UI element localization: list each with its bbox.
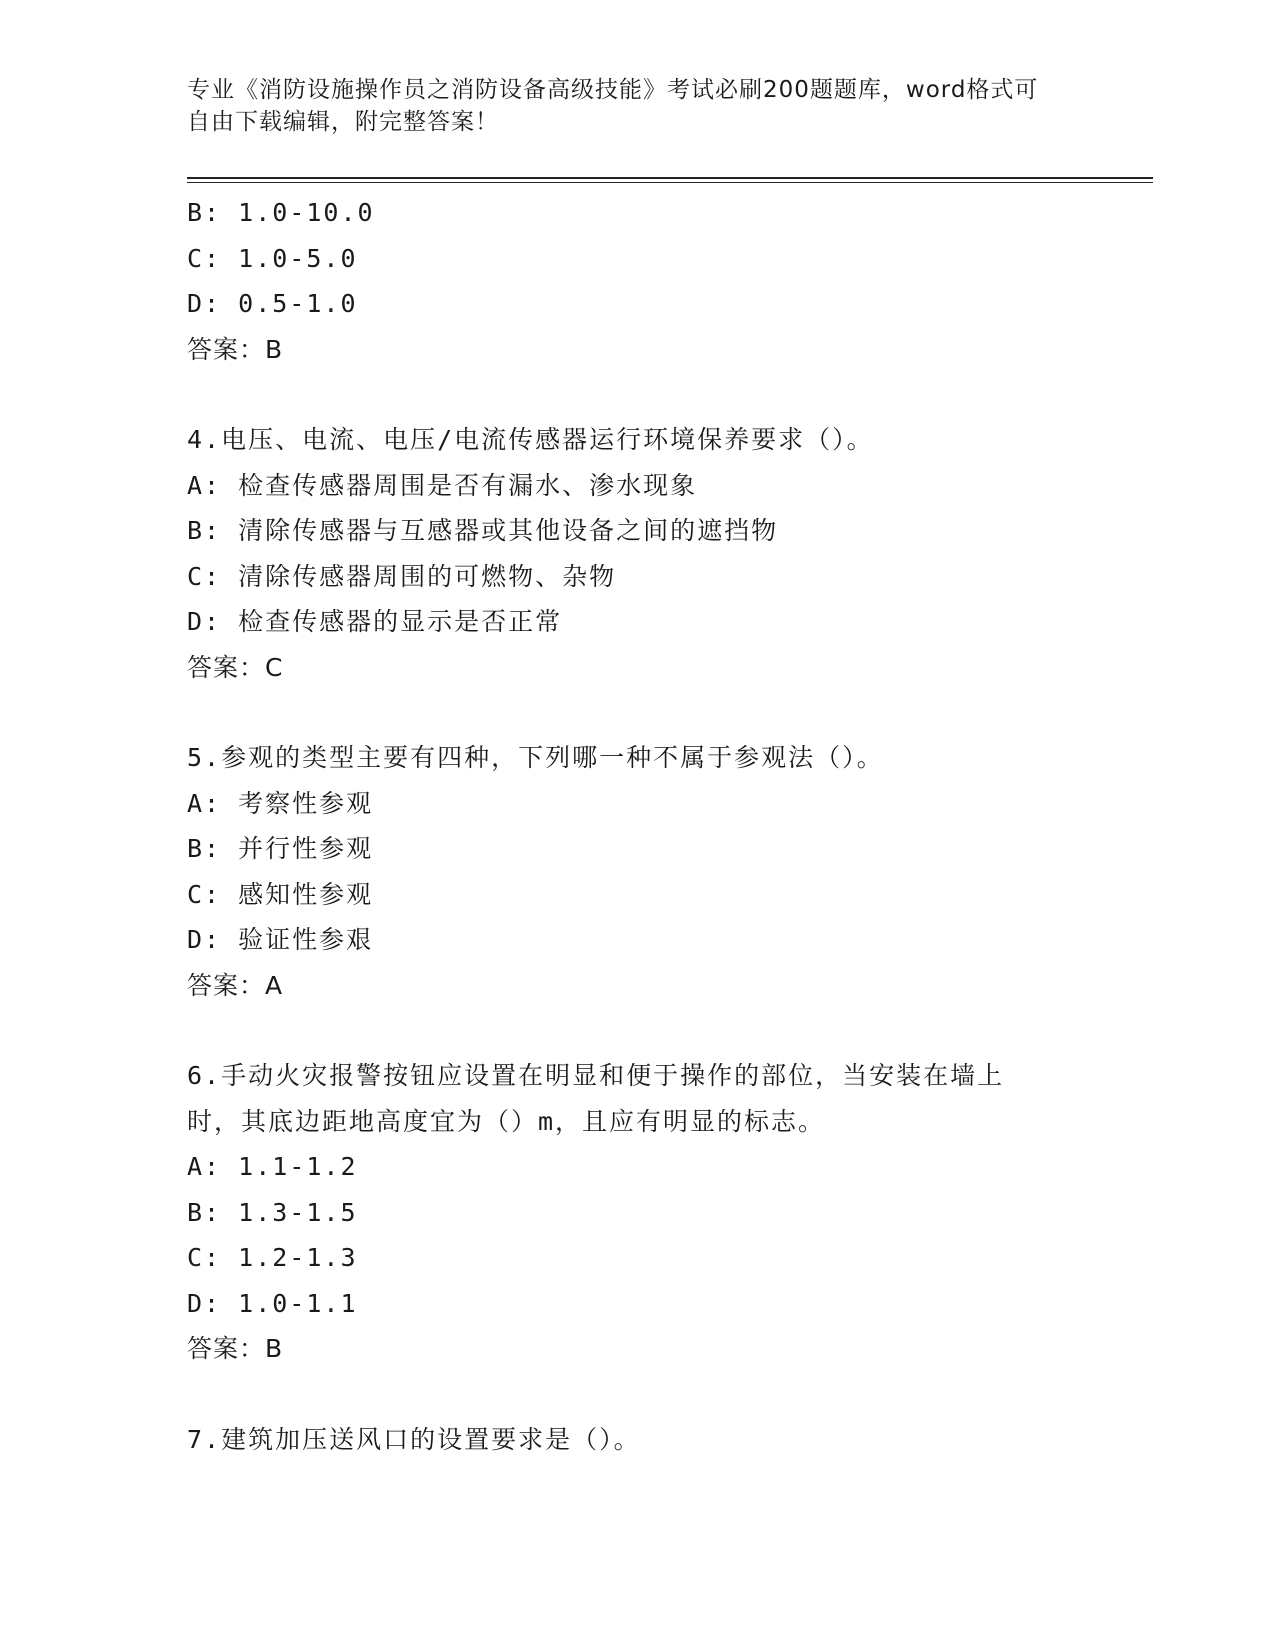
question-7 — [187, 1417, 1087, 1463]
question-text-line-1: 6.手动火灾报警按钮应设置在明显和便于操作的部位，当安装在墙上 — [187, 1061, 1005, 1090]
question-text: 5.参观的类型主要有四种，下列哪一种不属于参观法（）。 — [187, 743, 884, 772]
option-b: B: 1.0-10.0 — [187, 198, 375, 227]
option-c: C: 感知性参观 — [187, 879, 374, 909]
option-a: A: 考察性参观 — [187, 788, 374, 818]
option-d: D: 检查传感器的显示是否正常 — [187, 607, 563, 636]
option-a: A: 1.1-1.2 — [187, 1152, 358, 1181]
option-c: C: 清除传感器周围的可燃物、杂物 — [187, 561, 617, 591]
option-d: D: 验证性参艰 — [187, 925, 374, 954]
option-d: D: 0.5-1.0 — [187, 289, 358, 318]
document-header — [187, 74, 1087, 138]
option-a: A: 检查传感器周围是否有漏水、渗水现象 — [187, 470, 698, 500]
question-5 — [187, 735, 1087, 1008]
answer-line: 答案：B — [187, 1334, 284, 1363]
answer-line: 答案：B — [187, 334, 284, 364]
header-rule-thick — [187, 177, 1153, 179]
option-c: C: 1.0-5.0 — [187, 243, 358, 273]
answer-line: 答案：C — [187, 652, 284, 682]
question-4 — [187, 417, 1087, 690]
option-b: B: 并行性参观 — [187, 834, 374, 863]
header-rule-thin — [187, 182, 1153, 183]
question-3-tail — [187, 190, 1087, 372]
option-d: D: 1.0-1.1 — [187, 1288, 358, 1318]
question-text: 4.电压、电流、电压/电流传感器运行环境保养要求（）。 — [187, 425, 874, 454]
answer-line: 答案：A — [187, 970, 284, 1000]
header-line-1: 专业《消防设施操作员之消防设备高级技能》考试必刷200题题库，word格式可 — [187, 77, 1039, 103]
question-6 — [187, 1053, 1087, 1372]
option-c: C: 1.2-1.3 — [187, 1243, 358, 1272]
header-line-2: 自由下载编辑，附完整答案！ — [187, 109, 499, 135]
question-text: 7.建筑加压送风口的设置要求是（）。 — [187, 1424, 641, 1454]
question-list — [187, 190, 1087, 1462]
question-text-line-2: 时，其底边距地高度宜为（）m，且应有明显的标志。 — [187, 1106, 826, 1136]
option-b: B: 清除传感器与互感器或其他设备之间的遮挡物 — [187, 516, 779, 545]
option-b: B: 1.3-1.5 — [187, 1197, 358, 1227]
